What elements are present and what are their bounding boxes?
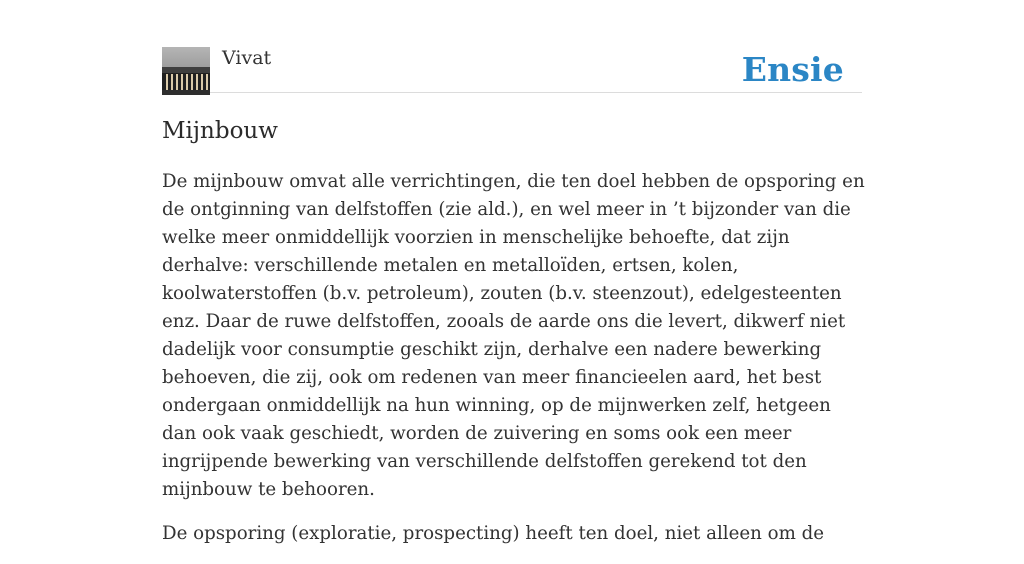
- article-paragraph: De opsporing (exploratie, prospecting) heeft ten doel, niet alleen om de: [162, 523, 825, 544]
- article-title: Mijnbouw: [162, 118, 278, 144]
- header: [162, 46, 862, 93]
- avatar[interactable]: [162, 47, 210, 95]
- article-paragraph: De mijnbouw omvat alle verrichtingen, die ten doel hebben de opsporing en de ontginning van delfstoffen (zie ald.), en wel meer in ’t bijzonder van die welke meer onmiddellijk voorzien in menschelijke behoefte, dat zijn derhalve: verschillende metalen en metalloïden, ertsen, kolen, koolwaterstoffen (b.v. petroleum), zouten (b.v. steenzout), edelgesteenten enz. Daar de ruwe delfstoffen, zooals de aarde ons die levert, dikwerf niet dadelijk voor consumptie geschikt zijn, derhalve een nadere bewerking behoeven, die zij, ook om redenen van meer financieelen aard, het best ondergaan onmiddellijk na hun winning, op de mijnwerken zelf, hetgeen dan ook vaak geschiedt, worden de zuivering en soms ook een meer ingrijpende bewerking van verschillende delfstoffen gerekend tot den mijnbouw te behooren.: [162, 171, 865, 500]
- author-name[interactable]: Vivat: [222, 47, 272, 69]
- avatar-image: [162, 47, 210, 95]
- brand-logo[interactable]: Ensie: [741, 50, 844, 89]
- article-body: [162, 168, 868, 564]
